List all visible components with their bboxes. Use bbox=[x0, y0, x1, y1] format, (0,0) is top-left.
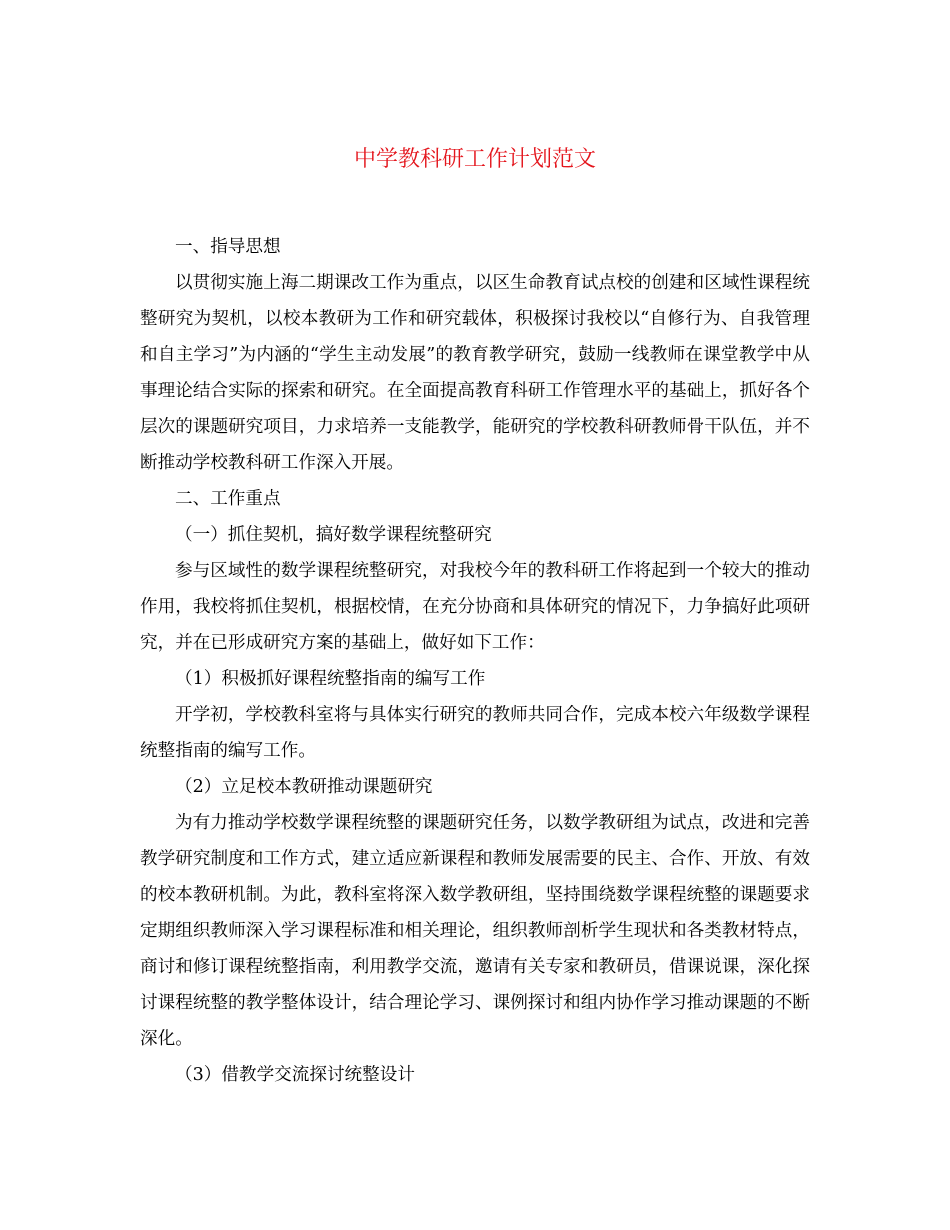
subheading-math-curriculum: （一）抓住契机，搞好数学课程统整研究 bbox=[175, 525, 492, 545]
item-1-heading: （1）积极抓好课程统整指南的编写工作 bbox=[175, 669, 486, 689]
heading-guiding-ideology: 一、指导思想 bbox=[175, 237, 281, 257]
paragraph-guiding-ideology: 以贯彻实施上海二期课改工作为重点，以区生命教育试点校的创建和区域性课程统整研究为契机，以校本教研为工作和研究载体，积极探讨我校以“自修行为、自我管理和自主学习”为内涵的“学生主动发展”的教育教学研究，鼓励一线教师在课堂教学中从事理论结合实际的探索和研究。在全面提高教育科研工作管理水平的基础上，抓好各个层次的课题研究项目，力求培养一支能教学，能研究的学校教科研教师骨干队伍，并不断推动学校教科研工作深入开展。 bbox=[140, 273, 810, 473]
document-body bbox=[140, 229, 810, 1093]
document-title: 中学教科研工作计划范文 bbox=[353, 147, 596, 172]
item-2-heading: （2）立足校本教研推动课题研究 bbox=[175, 777, 433, 797]
item-1-paragraph: 开学初，学校教科室将与具体实行研究的教师共同合作，完成本校六年级数学课程统整指南的编写工作。 bbox=[140, 705, 810, 761]
heading-work-focus: 二、工作重点 bbox=[175, 489, 281, 509]
paragraph-math-curriculum: 参与区域性的数学课程统整研究，对我校今年的教科研工作将起到一个较大的推动作用，我校将抓住契机，根据校情，在充分协商和具体研究的情况下，力争搞好此项研究，并在已形成研究方案的基础上，做好如下工作： bbox=[140, 561, 810, 653]
item-2-paragraph: 为有力推动学校数学课程统整的课题研究任务，以数学教研组为试点，改进和完善教学研究制度和工作方式，建立适应新课程和教师发展需要的民主、合作、开放、有效的校本教研机制。为此，教科室将深入数学教研组，坚持围绕数学课程统整的课题要求定期组织教师深入学习课程标准和相关理论，组织教师剖析学生现状和各类教材特点，商讨和修订课程统整指南，利用教学交流，邀请有关专家和教研员，借课说课，深化探讨课程统整的教学整体设计，结合理论学习、课例探讨和组内协作学习推动课题的不断深化。 bbox=[140, 813, 810, 1049]
item-3-heading: （3）借教学交流探讨统整设计 bbox=[175, 1065, 415, 1085]
